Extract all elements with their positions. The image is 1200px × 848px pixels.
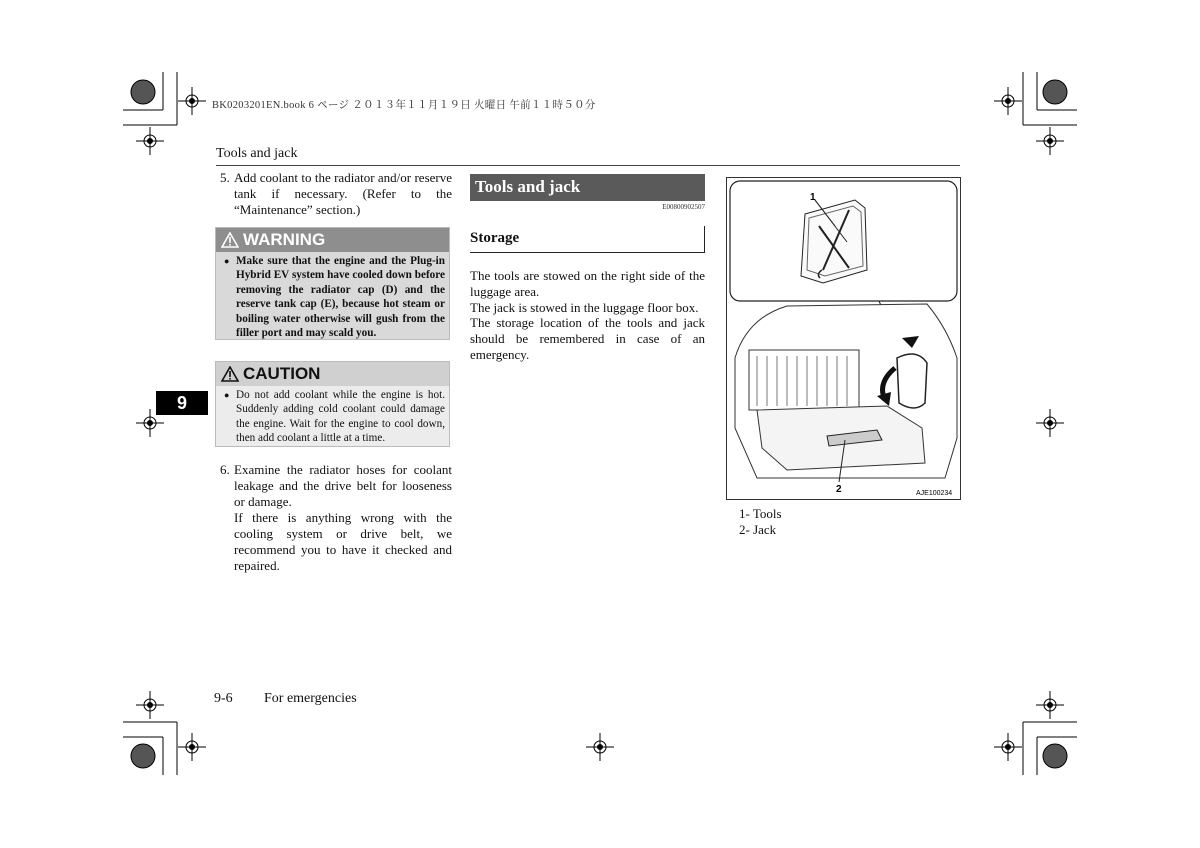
caution-box — [215, 361, 450, 447]
header-rule — [216, 165, 960, 166]
warning-box — [215, 227, 450, 340]
caution-triangle-icon — [221, 366, 239, 382]
step-text: Add coolant to the radiator and/or reserve tank if necessary. (Refer to the “Maintenance” section.) — [234, 170, 452, 217]
section-code: E00800902507 — [662, 203, 705, 211]
print-info: BK0203201EN.book 6 ページ ２０１３年１１月１９日 火曜日 午前１１時５０分 — [212, 100, 596, 111]
legend-item: 1- Tools — [739, 506, 782, 521]
callout-2: 2 — [836, 484, 842, 495]
subsection-title: Storage — [470, 226, 705, 253]
warning-header — [216, 228, 449, 252]
paragraph: The jack is stowed in the luggage floor box. — [470, 299, 699, 315]
caution-header — [216, 362, 449, 386]
chapter-tab: 9 — [156, 391, 208, 415]
paragraph: The tools are stowed on the right side of the luggage area. — [470, 268, 705, 299]
callout-1: 1 — [810, 192, 816, 203]
paragraph: The storage location of the tools and jack should be remembered in case of an emergency. — [470, 315, 705, 362]
warning-title: WARNING — [243, 230, 326, 249]
caution-text: Do not add coolant while the engine is hot. Suddenly adding cold coolant could damage the engine. Wait for the engine to cool down, then add coolant a little at a time. — [236, 389, 445, 445]
figure-legend — [739, 506, 782, 538]
step-6 — [220, 462, 452, 574]
running-head: Tools and jack — [216, 146, 298, 161]
step-5 — [220, 170, 452, 218]
warning-triangle-icon — [221, 232, 239, 248]
legend-item: 2- Jack — [739, 522, 777, 537]
luggage-figure — [726, 177, 961, 500]
warning-text: Make sure that the engine and the Plug-in Hybrid EV system have cooled down before removing the radiator cap (D) and the reserve tank cap (E), because hot steam or boiling water otherwise will gush from the filler port and may scald you. — [236, 255, 445, 340]
step-text-2: If there is anything wrong with the cooling system or drive belt, we recommend you to have it checked and repaired. — [234, 510, 452, 573]
step-text: Examine the radiator hoses for coolant leakage and the drive belt for looseness or damage. — [234, 462, 452, 509]
bullet-icon: ● — [224, 390, 230, 400]
luggage-illustration — [727, 178, 960, 499]
figure-id: AJE100234 — [916, 490, 953, 497]
caution-title: CAUTION — [243, 364, 321, 383]
bullet-icon: ● — [224, 256, 230, 266]
section-title: Tools and jack — [470, 174, 705, 201]
storage-body — [470, 268, 705, 363]
step-number: 6. — [220, 462, 230, 477]
step-number: 5. — [220, 170, 230, 185]
page-number: 9-6 — [214, 691, 233, 706]
chapter-title: For emergencies — [264, 691, 357, 706]
